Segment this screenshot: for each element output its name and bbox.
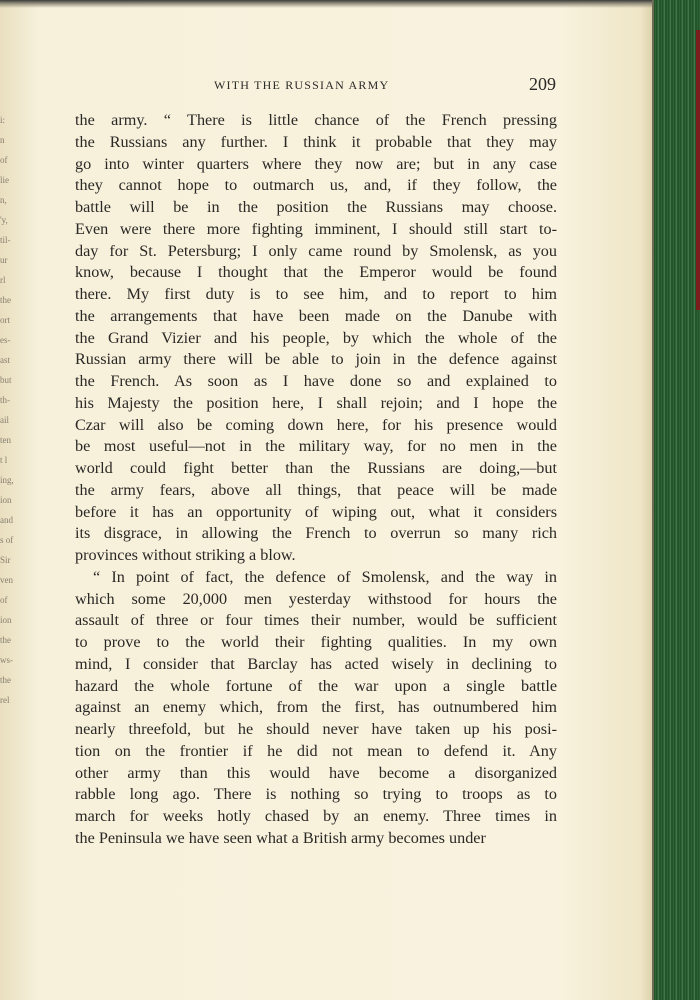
text-line: the army. “ There is little chance of the French pressing (75, 111, 557, 129)
bleed-fragment: th- (0, 395, 10, 405)
bleed-fragment: of (0, 155, 8, 165)
text-line: hazard the whole fortune of the war upon a single battle (75, 676, 557, 695)
bleed-fragment: 'y, (0, 215, 8, 225)
bleed-fragment: n, (0, 195, 7, 205)
bleed-fragment: ten (0, 435, 11, 445)
page-top-edge (0, 0, 700, 8)
bleed-fragment: and (0, 515, 13, 525)
text-line: assault of three or four times their number, would be sufficient (75, 611, 557, 630)
bleed-fragment: rl (0, 275, 6, 285)
facing-page-bleed-through (0, 110, 14, 710)
text-line: know, because I thought that the Emperor would be found (75, 263, 557, 282)
text-line: provinces without striking a blow. (75, 546, 296, 564)
text-line: against an enemy which, from the first, has outnumbered him (75, 698, 557, 717)
bleed-fragment: ven (0, 575, 13, 585)
bleed-fragment: the (0, 635, 11, 645)
text-line: which some 20,000 men yesterday withstood for hours the (75, 589, 557, 608)
text-line: they cannot hope to outmarch us, and, if they follow, the (75, 176, 557, 195)
text-line: mind, I consider that Barclay has acted wisely in declining to (75, 654, 557, 673)
text-line: the army fears, above all things, that peace will be made (75, 480, 557, 499)
text-line: the Russians any further. I think it probable that they may (75, 132, 557, 151)
text-line: tion on the frontier if he did not mean to defend it. Any (75, 741, 557, 760)
bleed-fragment: the (0, 295, 11, 305)
bleed-fragment: t l (0, 455, 8, 465)
text-line: Czar will also be coming down here, for his presence would (75, 415, 557, 434)
text-line: go into winter quarters where they now are; but in any case (75, 154, 557, 173)
text-line: there. My first duty is to see him, and to report to him (75, 285, 557, 303)
text-line: world could fight better than the Russians are doing,—but (75, 459, 557, 477)
bleed-fragment: ion (0, 495, 12, 505)
text-line: the French. As soon as I have done so and explained to (75, 372, 557, 390)
text-line: his Majesty the position here, I shall rejoin; and I hope the (75, 393, 557, 412)
bleed-fragment: of (0, 595, 8, 605)
text-line: before it has an opportunity of wiping out, what it considers (75, 502, 557, 521)
bleed-fragment: ort (0, 315, 10, 325)
bleed-fragment: the (0, 675, 11, 685)
bleed-fragment: i: (0, 115, 6, 125)
text-line: rabble long ago. There is nothing so trying to troops as to (75, 785, 557, 804)
bleed-fragment: ast (0, 355, 10, 365)
text-line: the arrangements that have been made on the Danube with (75, 306, 557, 325)
page-header (0, 74, 700, 96)
bleed-fragment: til- (0, 235, 11, 245)
bleed-fragment: ur (0, 255, 8, 265)
bleed-fragment: but (0, 375, 12, 385)
bleed-fragment: ion (0, 615, 12, 625)
spine-red-band (696, 30, 700, 310)
text-line: the Peninsula we have seen what a British army becomes under (75, 828, 486, 847)
body-text (75, 110, 557, 850)
page-number: 209 (529, 74, 556, 94)
running-head: WITH THE RUSSIAN ARMY (214, 78, 390, 92)
bleed-fragment: rel (0, 695, 10, 705)
book-spine-edge (652, 0, 700, 1000)
bleed-fragment: Sir (0, 555, 11, 565)
text-line: its disgrace, in allowing the French to overrun so many rich (75, 524, 557, 543)
text-line: Even were there more fighting imminent, I should still start to- (75, 219, 557, 238)
text-line: march for weeks hotly chased by an enemy. Three times in (75, 807, 557, 825)
bleed-fragment: n (0, 135, 5, 145)
text-line: the Grand Vizier and his people, by which the whole of the (75, 328, 557, 347)
text-line: Russian army there will be able to join in the defence against (75, 350, 557, 369)
text-line: “ In point of fact, the defence of Smolensk, and the way in (93, 567, 557, 586)
bleed-fragment: ail (0, 415, 9, 425)
text-line: battle will be in the position the Russians may choose. (75, 198, 557, 216)
bleed-fragment: lie (0, 175, 9, 185)
text-line: other army than this would have become a disorganized (75, 763, 557, 782)
bleed-fragment: es- (0, 335, 11, 345)
text-line: nearly threefold, but he should never have taken up his posi- (75, 720, 557, 738)
text-line: be most useful—not in the military way, for no men in the (75, 437, 557, 456)
bleed-fragment: ws- (0, 655, 13, 665)
text-line: to prove to the world their fighting qualities. In my own (75, 633, 557, 651)
bleed-fragment: ing, (0, 475, 14, 485)
bleed-fragment: s of (0, 535, 14, 545)
text-line: day for St. Petersburg; I only came round by Smolensk, as you (75, 241, 557, 260)
